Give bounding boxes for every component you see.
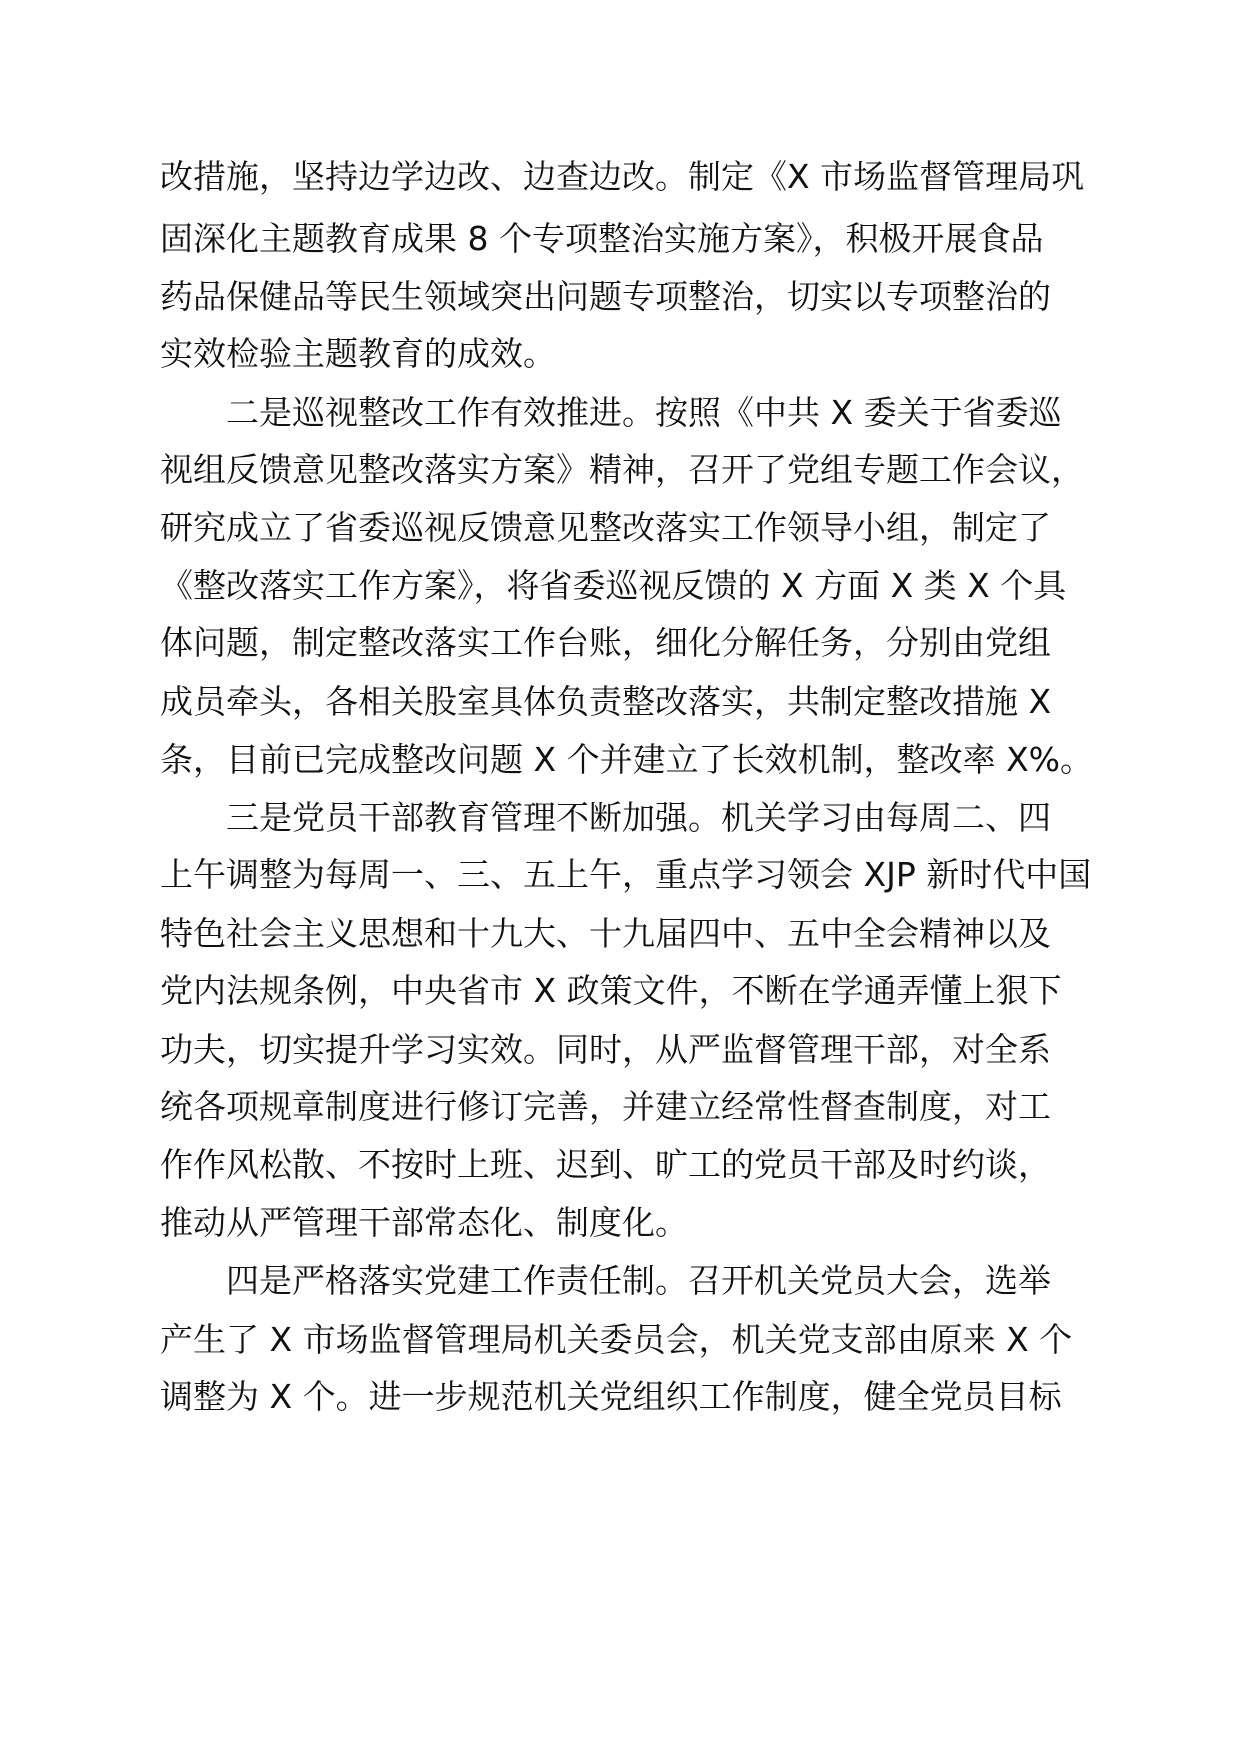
paragraph-start-line: 二是巡视整改工作有效推进。按照《中共 X 委关于省委巡	[226, 393, 1062, 432]
paragraph-start-line: 四是严格落实党建工作责任制。召开机关党员大会，选举	[226, 1261, 1051, 1300]
text-line: 实效检验主题教育的成效。	[160, 334, 556, 373]
text-line: 党内法规条例，中央省市 X 政策文件，不断在学通弄懂上狠下	[160, 971, 1062, 1010]
text-line: 条，目前已完成整改问题 X 个并建立了长效机制，整改率 X%。	[160, 740, 1094, 779]
text-line: 调整为 X 个。进一步规范机关党组织工作制度，健全党员目标	[160, 1377, 1062, 1416]
text-line: 特色社会主义思想和十九大、十九届四中、五中全会精神以及	[160, 914, 1051, 953]
text-line: 体问题，制定整改落实工作台账，细化分解任务，分别由党组	[160, 623, 1051, 662]
text-line: 药品保健品等民生领域突出问题专项整治，切实以专项整治的	[160, 277, 1051, 316]
text-line: 功夫，切实提升学习实效。同时，从严监督管理干部，对全系	[160, 1030, 1051, 1069]
paragraph-start-line: 三是党员干部教育管理不断加强。机关学习由每周二、四	[226, 798, 1051, 837]
text-line: 改措施，坚持边学边改、边查边改。制定《X 市场监督管理局巩	[160, 157, 1085, 196]
text-line: 上午调整为每周一、三、五上午，重点学习领会 XJP 新时代中国	[160, 855, 1092, 894]
text-line: 研究成立了省委巡视反馈意见整改落实工作领导小组，制定了	[160, 508, 1051, 547]
text-line: 产生了 X 市场监督管理局机关委员会，机关党支部由原来 X 个	[160, 1320, 1073, 1359]
text-line: 推动从严管理干部常态化、制度化。	[160, 1203, 688, 1242]
text-line: 视组反馈意见整改落实方案》精神，召开了党组专题工作会议，	[160, 450, 1084, 489]
text-line: 固深化主题教育成果 8 个专项整治实施方案》，积极开展食品	[160, 219, 1044, 258]
text-line: 成员牵头，各相关股室具体负责整改落实，共制定整改措施 X	[160, 682, 1052, 721]
text-line: 统各项规章制度进行修订完善，并建立经常性督查制度，对工	[160, 1087, 1051, 1126]
text-line: 作作风松散、不按时上班、迟到、旷工的党员干部及时约谈，	[160, 1145, 1051, 1184]
text-line: 《整改落实工作方案》，将省委巡视反馈的 X 方面 X 类 X 个具	[160, 566, 1067, 605]
